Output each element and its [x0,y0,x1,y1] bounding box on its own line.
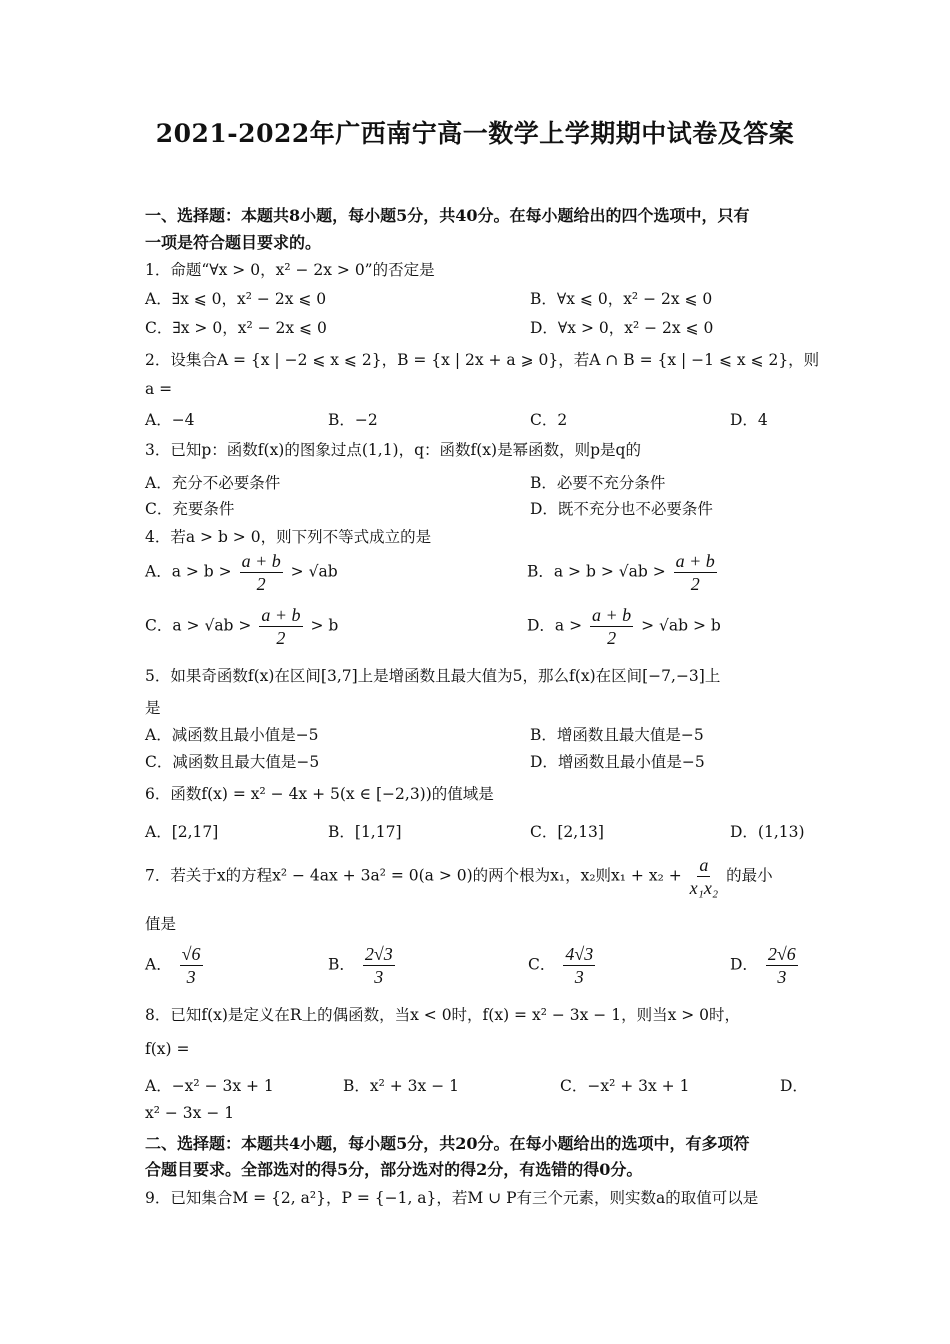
q8-option-b: B．x² + 3x − 1 [343,1077,459,1095]
q4-d-numerator: a + b [592,605,632,625]
q7-c-label: C． [528,955,556,974]
q7-denominator: x₁x₂ [689,878,719,898]
q5-stem-cont: 是 [145,699,161,717]
q7-c-denominator: 3 [574,967,584,987]
q4-a-numerator: a + b [241,551,281,571]
q8-stem-cont: f(x) = [145,1040,190,1058]
q7-c-numerator: 4√3 [565,944,594,964]
q9-stem: 9．已知集合M = {2, a²}，P = {−1, a}，若M ∪ P有三个元素，则实数a的取值可以是 [145,1189,759,1207]
q7-option-c [528,943,598,988]
q7-b-label: B． [328,955,355,974]
q1-option-d: D．∀x > 0，x² − 2x ⩽ 0 [530,319,714,337]
q7-option-a [145,943,206,988]
q8-option-a: A．−x² − 3x + 1 [145,1077,274,1095]
section1-heading-line2: 一项是符合题目要求的。 [145,233,322,252]
q7-b-fraction [363,943,395,988]
q7-stem [145,854,773,899]
q2-option-b: B．−2 [328,411,378,429]
q8-option-d-cont: x² − 3x − 1 [145,1104,235,1122]
q7-a-fraction [180,943,203,988]
q2-option-c: C．2 [530,411,568,429]
q7-a-label: A． [145,955,172,974]
q4-d-fraction [590,604,633,649]
q6-option-d: D．(1,13) [730,823,805,841]
q5-option-d: D．增函数且最小值是−5 [530,753,705,771]
q3-option-c: C．充要条件 [145,500,235,518]
q4-b-numerator: a + b [675,551,715,571]
q2-option-a: A．−4 [145,411,195,429]
q1-option-c: C．∃x > 0，x² − 2x ⩽ 0 [145,319,327,337]
q4-option-c [145,604,338,649]
q4-a-suffix: > √ab [290,562,338,581]
q5-stem: 5．如果奇函数f(x)在区间[3,7]上是增函数且最大值为5，那么f(x)在区间[−7,−3]上 [145,667,721,685]
q5-option-c: C．减函数且最大值是−5 [145,753,320,771]
q5-option-b: B．增函数且最大值是−5 [530,726,704,744]
q3-option-b: B．必要不充分条件 [530,474,666,492]
q7-stem-prefix: 7．若关于x的方程x² − 4ax + 3a² = 0(a > 0)的两个根为x₁，x₂则x₁ + x₂ + [145,866,682,885]
q6-option-b: B．[1,17] [328,823,402,841]
q7-d-numerator: 2√6 [767,944,796,964]
q4-a-denominator: 2 [256,574,266,594]
section2-heading-line2: 合题目要求。全部选对的得5分，部分选对的得2分，有选错的得0分。 [145,1160,643,1179]
q7-b-denominator: 3 [374,967,384,987]
q4-c-fraction [259,604,302,649]
q3-option-d: D．既不充分也不必要条件 [530,500,713,518]
q4-b-prefix: B．a > b > √ab > [527,562,666,581]
q4-a-prefix: A．a > b > [145,562,232,581]
q4-d-prefix: D．a > [527,616,583,635]
q6-option-c: C．[2,13] [530,823,604,841]
q7-d-denominator: 3 [777,967,787,987]
q7-b-numerator: 2√3 [364,944,393,964]
q4-stem: 4．若a > b > 0，则下列不等式成立的是 [145,528,432,546]
q6-option-a: A．[2,17] [145,823,219,841]
q7-stem-cont: 值是 [145,915,177,933]
q4-c-denominator: 2 [276,628,286,648]
q1-stem: 1．命题“∀x > 0，x² − 2x > 0”的否定是 [145,261,435,279]
q3-stem: 3．已知p：函数f(x)的图象过点(1,1)，q：函数f(x)是幂函数，则p是q的 [145,441,641,459]
q8-option-d: D． [780,1077,808,1095]
q7-d-fraction [766,943,798,988]
q3-option-a: A．充分不必要条件 [145,474,281,492]
q4-a-fraction [240,550,283,595]
section1-heading-line1: 一、选择题：本题共8小题，每小题5分，共40分。在每小题给出的四个选项中，只有 [145,206,750,225]
q7-stem-suffix: 的最小 [726,866,773,885]
q6-stem: 6．函数f(x) = x² − 4x + 5(x ∈ [−2,3))的值域是 [145,785,494,803]
section2-heading-line1: 二、选择题：本题共4小题，每小题5分，共20分。在每小题给出的选项中，有多项符 [145,1134,750,1153]
q1-option-a: A．∃x ⩽ 0，x² − 2x ⩽ 0 [145,290,327,308]
q2-stem: 2．设集合A = {x | −2 ⩽ x ⩽ 2}，B = {x | 2x + a ⩾ 0}，若A ∩ B = {x | −1 ⩽ x ⩽ 2}，则 [145,351,820,369]
q4-option-d [527,604,721,649]
q4-option-b [527,550,720,595]
q7-d-label: D． [730,955,758,974]
q4-d-denominator: 2 [607,628,617,648]
q8-stem: 8．已知f(x)是定义在R上的偶函数，当x < 0时，f(x) = x² − 3x − 1，则当x > 0时， [145,1006,741,1024]
q7-c-fraction [563,943,595,988]
q4-b-denominator: 2 [690,574,700,594]
q5-option-a: A．减函数且最小值是−5 [145,726,319,744]
q1-option-b: B．∀x ⩽ 0，x² − 2x ⩽ 0 [530,290,713,308]
q2-stem-cont: a = [145,380,173,398]
q2-option-d: D．4 [730,411,768,429]
q7-numerator: a [699,855,709,875]
q4-d-suffix: > √ab > b [641,616,721,635]
q4-c-suffix: > b [310,616,339,635]
q4-b-fraction [674,550,717,595]
q7-a-denominator: 3 [186,967,196,987]
q7-a-numerator: √6 [181,944,201,964]
q7-option-d [730,943,801,988]
q4-c-prefix: C．a > √ab > [145,616,252,635]
q7-option-b [328,943,398,988]
q7-fraction [690,854,719,899]
q4-c-numerator: a + b [261,605,301,625]
page-title: 2021-2022年广西南宁高一数学上学期期中试卷及答案 [155,119,795,148]
q8-option-c: C．−x² + 3x + 1 [560,1077,690,1095]
q4-option-a [145,550,338,595]
